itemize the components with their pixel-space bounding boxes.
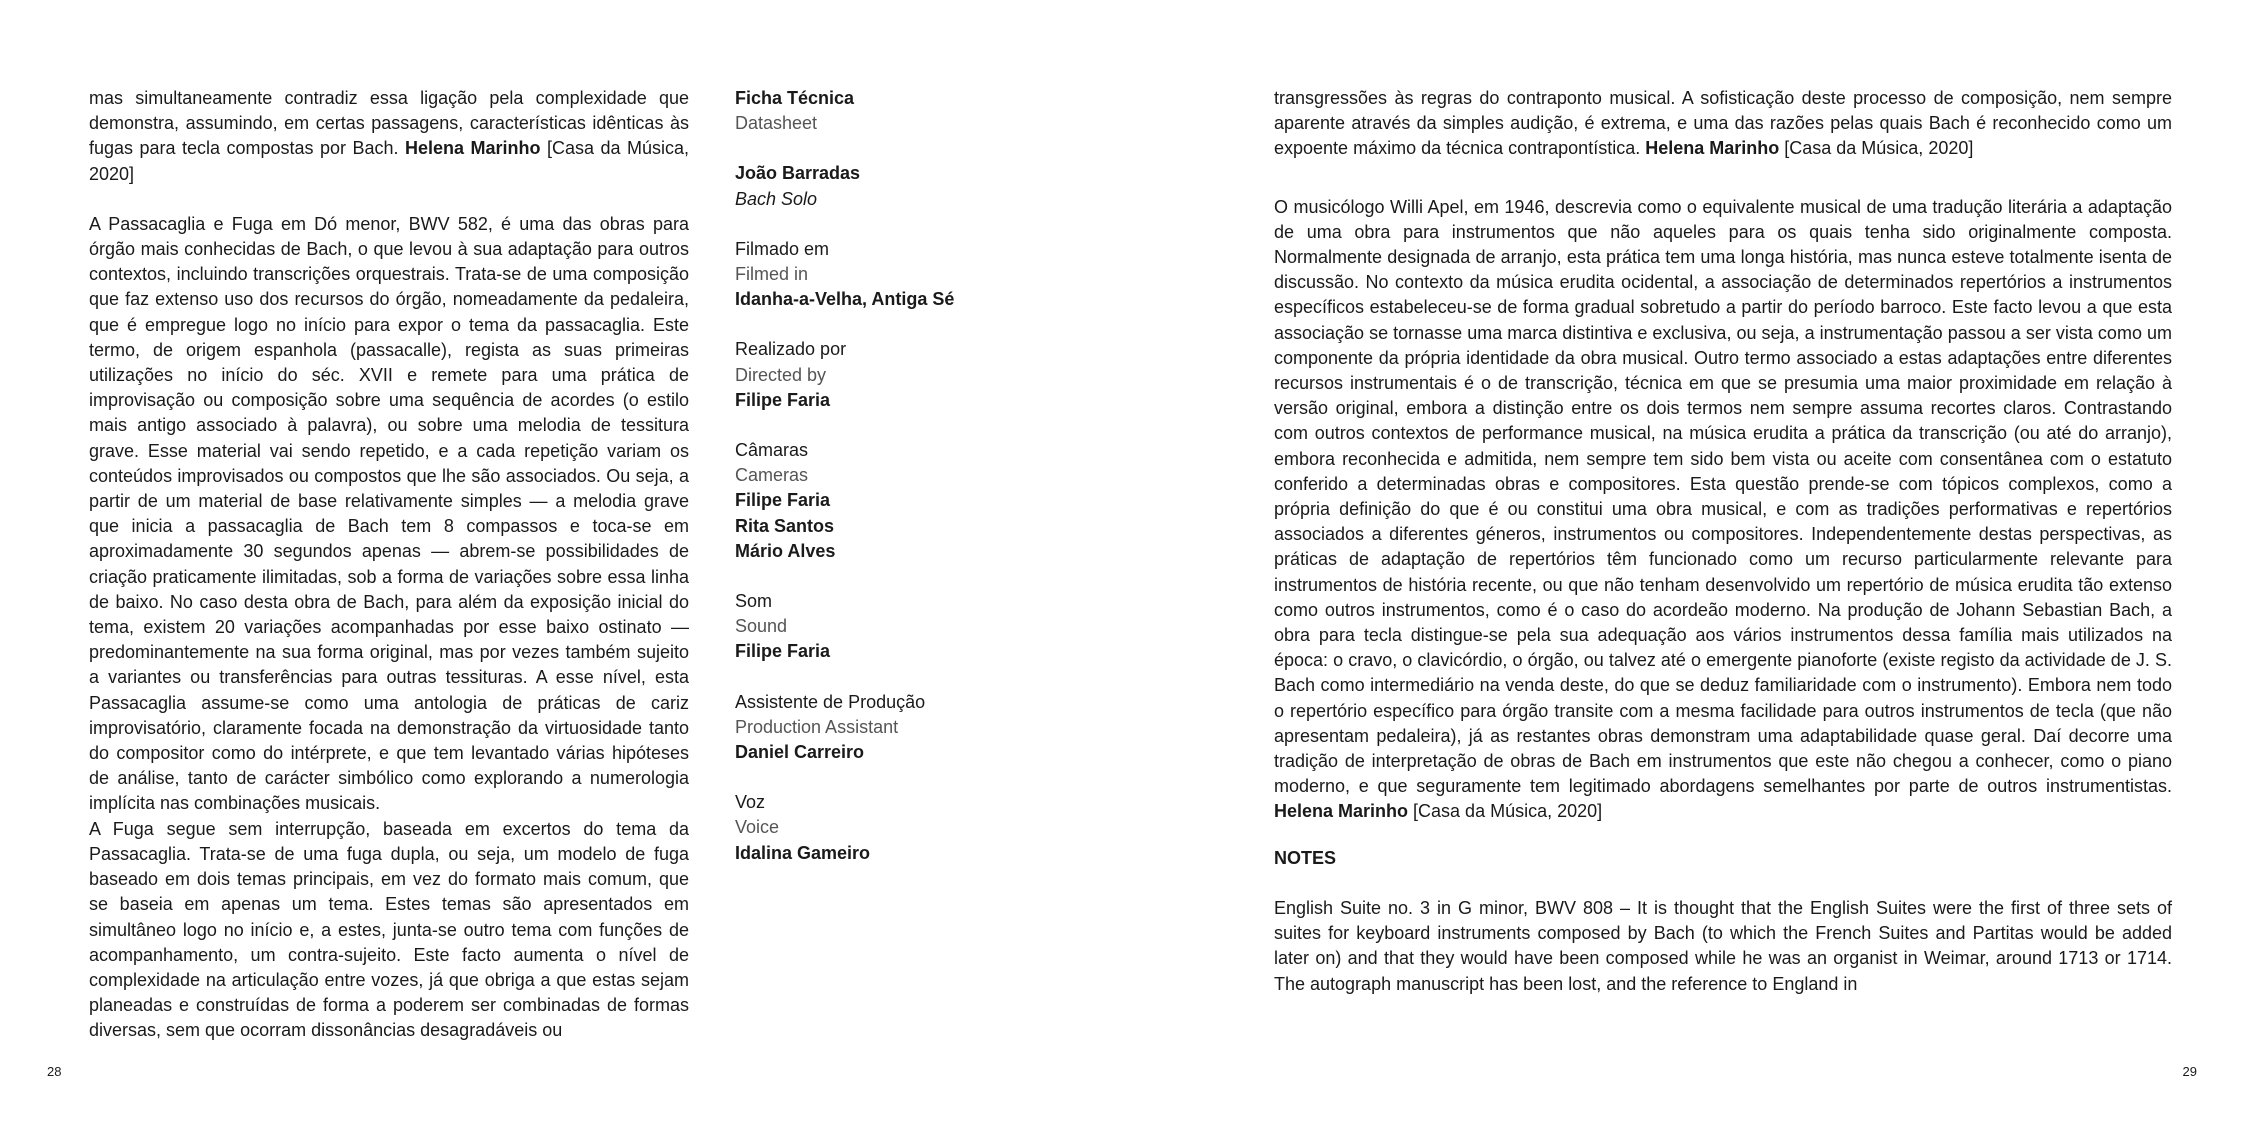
- author-name: Helena Marinho: [405, 138, 541, 159]
- credit-label-en: Production Assistant: [735, 716, 899, 737]
- credit-value: Idanha-a-Velha, Antiga Sé: [735, 289, 955, 310]
- credit-label-pt: Assistente de Produção: [735, 691, 926, 712]
- notes-heading: NOTES: [1274, 847, 1337, 868]
- credit-value: Filipe Faria: [735, 490, 831, 511]
- paragraph: A Passacaglia e Fuga em Dó menor, BWV 582, é uma das obras para órgão mais conhecidas de Bach, o que levou à sua adaptação para outros contextos, incluindo transcrições orquestrais. Trata-se de uma composição que faz extenso uso dos recursos do órgão, nomeadamente da pedaleira, que é empregue logo no início para expor o tema da passacaglia. Este termo, de origem espanhola (passacalle), regista as suas primeiras utilizações no início do séc. XVII e remete para uma prática de improvisação ou composição sobre uma sequência de acordes (o estilo mais antigo associado à palavra), ou sobre uma melodia de tessitura grave. Esse material vai sendo repetido, e a cada repetição variam os conteúdos improvisados ou compostos que lhe são associados. Ou seja, a partir de um material de base relativamente simples — a melodia grave que inicia a passacaglia de Bach tem 8 compassos e toca-se em aproximadamente 30 segundos apenas — abrem-se possibilidades de criação praticamente ilimitadas, sob a forma de variações sobre essa linha de baixo. No caso desta obra de Bach, para além da exposição inicial do tema, existem 20 variações acompanhadas por esse baixo ostinato — predominantemente na sua forma original, mas por vezes também sujeito a variantes ou transferências para outras tessituras. A esse nível, esta Passacaglia assume-se como uma antologia de práticas de cariz improvisatório, claramente focada na demonstração da virtuosidade tanto do compositor como do intérprete, e que tem levantado várias hipóteses de análise, tanto de carácter simbólico como explorando a numerologia implícita nas combinações musicais.: [89, 213, 689, 814]
- credit-filmed: [735, 237, 1055, 313]
- credit-label-pt: Voz: [735, 792, 766, 813]
- credit-title: Ficha Técnica: [735, 88, 855, 108]
- paragraph: O musicólogo Willi Apel, em 1946, descrevia como o equivalente musical de uma tradução literária a adaptação de uma obra para instrumentos que não aqueles para os quais tenha sido originalmente composta. Normalmente designada de arranjo, esta prática tem uma longa história, mas nunca esteve totalmente isenta de discussão. No contexto da música erudita ocidental, a associação de determinados repertórios a instrumentos específicos estabeleceu-se de forma gradual sobretudo a partir do período barroco. Este facto levou a que esta associação se tornasse uma marca distintiva e exclusiva, ou seja, a instrumentação passou a ser vista como um componente da própria identidade da obra musical. Outro termo associado a estas adaptações entre diferentes recursos instrumentais é o de transcrição, técnica em que se presumia uma maior proximidade em relação à versão original, embora a distinção entre os dois termos nem sempre assuma recortes claros. Contrastando com outros contextos de performance musical, na música erudita a prática da transcrição (ou até do arranjo), embora reconhecida e admitida, nem sempre tem sido bem vista ou aceite com consentânea com o estatuto conferido a determinadas obras e compositores. Esta questão prende-se com tópicos complexos, como a própria definição do que é ou constitui uma obra musical, e com as tradições performativas e repertórios associados a diferentes géneros, instrumentos ou compositores. Independentemente destas perspectivas, as práticas de adaptação de repertórios têm funcionado como um recurso particularmente relevante para instrumentos de história recente, ou que não tenham desenvolvido um repertório de música erudita tão extenso como outros instrumentos, como é o caso do acordeão moderno. Na produção de Johann Sebastian Bach, a obra para tecla distingue-se pela sua adequação aos vários instrumentos dessa família mais utilizados na época: o cravo, o clavicórdio, o órgão, ou talvez até o emergente pianoforte (existe registo da actividade de J. S. Bach como intermediário na venda deste, do que se deduz familiaridade com o instrumento). Embora nem todo o repertório específico para órgão transite com a mesma facilidade para outros instrumentos de tecla (que não apresentam pedaleira), já as restantes obras demonstram uma adaptabilidade quase geral. Daí decorre uma tradição de interpretação de obras de Bach em instrumentos que este não chegou a conhecer, como o piano moderno, e que seguramente tem legitimado abordagens semelhantes por parte de outros instrumentistas. Helena Marinho [Casa da Música, 2020]: [1274, 196, 2172, 822]
- paragraph: mas simultaneamente contradiz essa ligação pela complexidade que demonstra, assumindo, em certas passagens, características idênticas às fugas para tecla compostas por Bach. Helena Marinho [Casa da Música, 2020]: [89, 88, 689, 184]
- credit-value: Filipe Faria: [735, 389, 831, 410]
- credit-value: Idalina Gameiro: [735, 842, 871, 863]
- credit-label-pt: Realizado por: [735, 339, 847, 360]
- right-text-column: [1274, 86, 2172, 997]
- credit-value: Rita Santos: [735, 515, 835, 536]
- paragraph: transgressões às regras do contraponto musical. A sofisticação deste processo de composição, nem sempre aparente através da simples audição, é extrema, e uma das razões pelas quais Bach é reconhecido como um expoente máximo da técnica contrapontística. Helena Marinho [Casa da Música, 2020]: [1274, 88, 2172, 159]
- credit-label-en: Filmed in: [735, 264, 809, 285]
- source-citation: [Casa da Música, 2020]: [89, 138, 689, 184]
- credit-cameras: [735, 438, 1055, 564]
- left-text-column: [89, 86, 689, 1044]
- notes-paragraph: English Suite no. 3 in G minor, BWV 808 – It is thought that the English Suites were the first of three sets of suites for keyboard instruments composed by Bach (to which the French Suites and Partitas would be added later on) and that they would have been composed while he was an organist in Weimar, around 1713 or 1714. The autograph manuscript has been lost, and the reference to England in: [1274, 897, 2172, 994]
- credits-datasheet: [735, 86, 1055, 891]
- credit-label-pt: Câmaras: [735, 440, 809, 461]
- page-number: 28: [47, 1064, 62, 1079]
- credit-subtitle: Datasheet: [735, 113, 818, 134]
- credit-label-pt: Som: [735, 591, 773, 612]
- paragraph: A Fuga segue sem interrupção, baseada em excertos do tema da Passacaglia. Trata-se de uma fuga dupla, ou seja, um modelo de fuga baseado em dois temas principais, em vez do formato mais comum, que se baseia em apenas um tema. Estes temas são apresentados em simultâneo logo no início e, a estes, junta-se outro tema com funções de acompanhamento, um contra-sujeito. Este facto aumenta o nível de complexidade na articulação entre vozes, já que obriga a que estas sejam planeadas e construídas de forma a poderem ser combinadas de formas diversas, sem que ocorram dissonâncias desagradáveis ou: [89, 818, 689, 1041]
- credit-value: Mário Alves: [735, 540, 836, 561]
- right-page: [1122, 0, 2244, 1122]
- performer-name: João Barradas: [735, 163, 861, 184]
- credit-label-en: Cameras: [735, 465, 809, 486]
- credit-datasheet: [735, 86, 1055, 136]
- author-name: Helena Marinho: [1645, 138, 1780, 159]
- credit-voice: [735, 790, 1055, 866]
- credit-label-pt: Filmado em: [735, 238, 830, 259]
- credit-sound: [735, 589, 1055, 665]
- credit-value: Daniel Carreiro: [735, 742, 865, 763]
- credit-assistant: [735, 690, 1055, 766]
- performer-role: Bach Solo: [735, 188, 818, 209]
- credit-label-en: Sound: [735, 616, 788, 637]
- source-citation: [Casa da Música, 2020]: [1408, 801, 1603, 822]
- credit-label-en: Directed by: [735, 364, 827, 385]
- credit-value: Filipe Faria: [735, 641, 831, 662]
- page-number: 29: [2182, 1064, 2197, 1079]
- credit-directed: [735, 337, 1055, 413]
- credit-label-en: Voice: [735, 817, 780, 838]
- author-name: Helena Marinho: [1274, 801, 1409, 822]
- source-citation: [Casa da Música, 2020]: [1779, 138, 1974, 159]
- credit-performer: [735, 161, 1055, 211]
